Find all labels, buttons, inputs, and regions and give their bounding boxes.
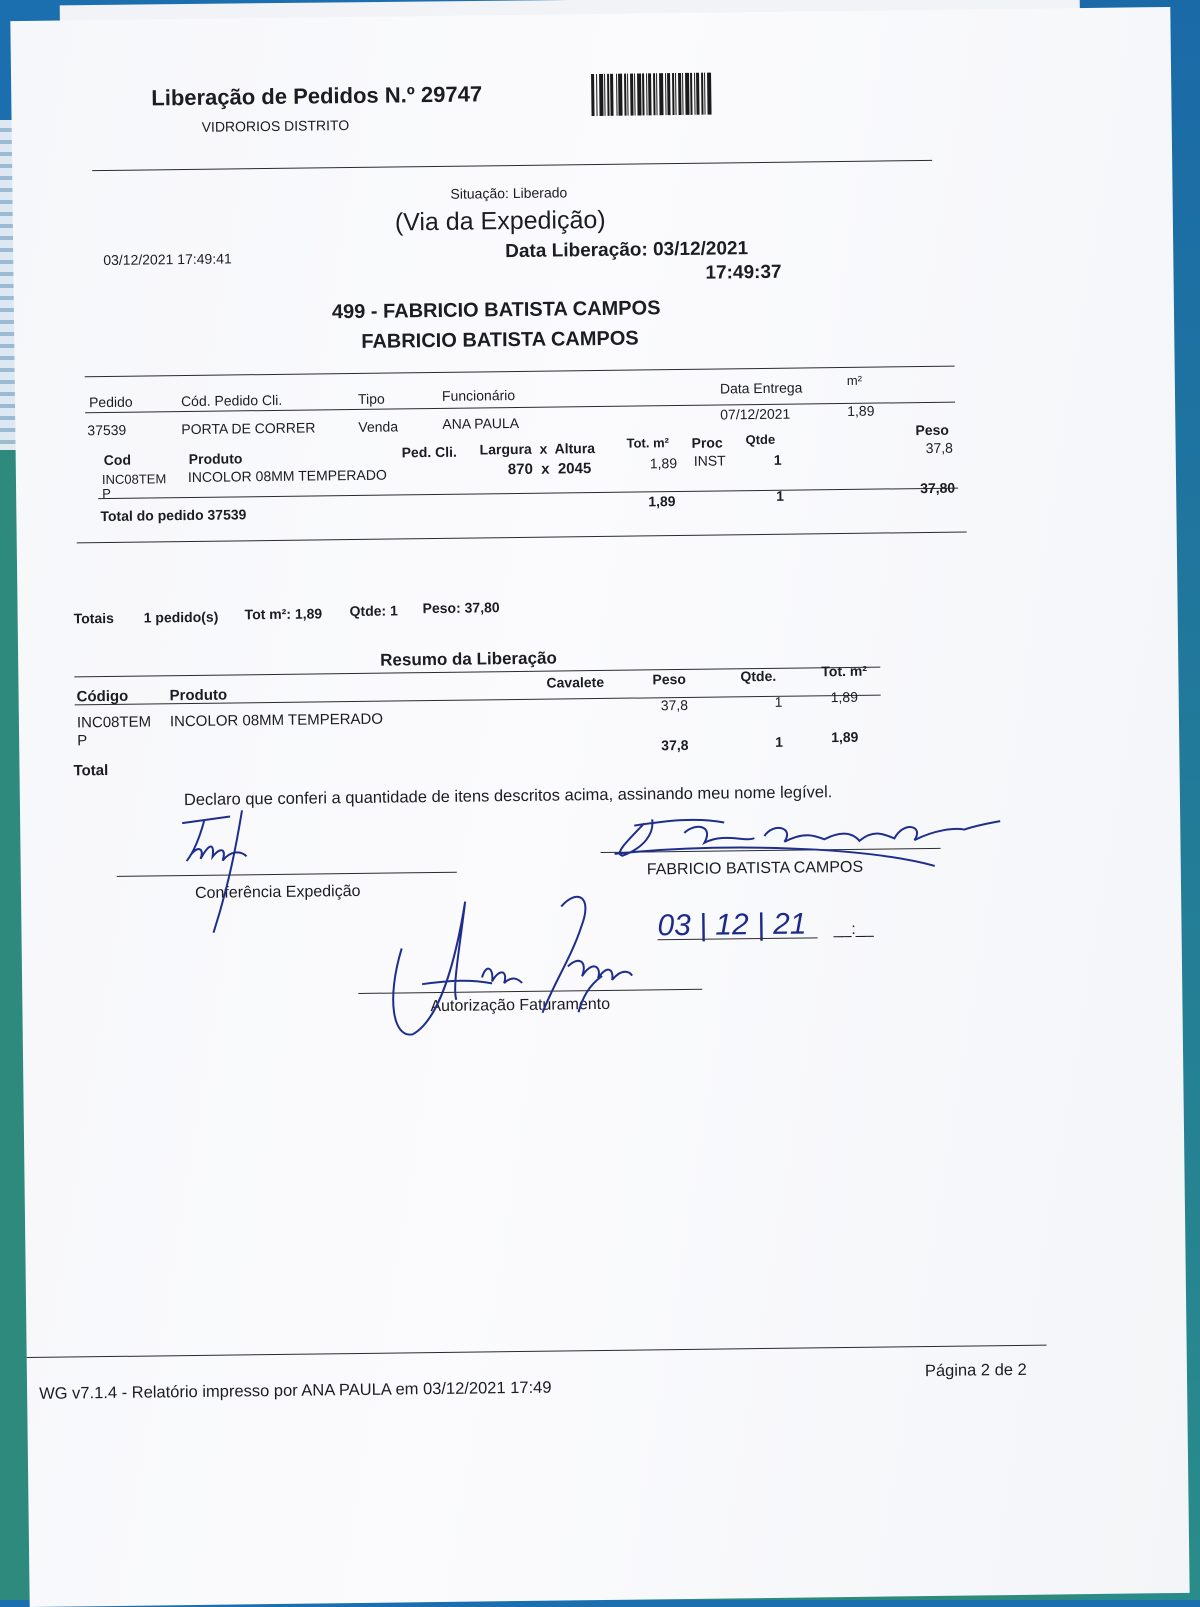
- col-tipo: Tipo: [357, 390, 385, 407]
- order-cod-pedido-cli: PORTA DE CORRER: [181, 419, 316, 438]
- item-col-cod: Cod: [103, 451, 132, 469]
- resumo-codigo: INC08TEM: [76, 713, 152, 732]
- order-total-label: Total do pedido 37539: [100, 506, 247, 525]
- barcode: [591, 73, 712, 116]
- order-m2: 1,89: [847, 402, 875, 419]
- item-proc: INST: [693, 452, 726, 469]
- client-name: FABRICIO BATISTA CAMPOS: [361, 327, 639, 353]
- client-signature-name: FABRICIO BATISTA CAMPOS: [646, 858, 864, 879]
- resumo-produto: INCOLOR 08MM TEMPERADO: [169, 710, 384, 731]
- resumo-col-peso: Peso: [652, 670, 687, 688]
- header-rule: [92, 160, 932, 171]
- item-col-peso: Peso: [915, 421, 949, 439]
- resumo-qtde: 1: [774, 693, 783, 710]
- footer-print-info: WG v7.1.4 - Relatório impresso por ANA PAULA em 03/12/2021 17:49: [39, 1378, 552, 1403]
- document-title: Liberação de Pedidos N.º 29747: [151, 81, 483, 111]
- resumo-total-qtde: 1: [775, 733, 784, 750]
- printed-timestamp: 03/12/2021 17:49:41: [103, 250, 232, 269]
- company-name: VIDRORIOS DISTRITO: [201, 117, 350, 135]
- item-produto: INCOLOR 08MM TEMPERADO: [187, 466, 387, 486]
- order-total-qtde: 1: [776, 487, 785, 504]
- col-data-entrega: Data Entrega: [719, 379, 803, 397]
- item-col-dims: Largura x Altura: [479, 440, 596, 458]
- order-total-peso: 37,80: [920, 479, 956, 497]
- document-page: [10, 7, 1189, 1607]
- col-funcionario: Funcionário: [441, 387, 516, 404]
- resumo-tot-m2: 1,89: [830, 688, 859, 706]
- item-tot-m2: 1,89: [649, 455, 678, 472]
- order-total-m2: 1,89: [648, 493, 676, 510]
- release-date: Data Liberação: 03/12/2021: [505, 238, 749, 263]
- resumo-peso: 37,8: [660, 696, 689, 714]
- resumo-total-m2: 1,89: [831, 728, 859, 746]
- item-peso: 37,8: [925, 439, 953, 456]
- order-data-entrega: 07/12/2021: [720, 405, 791, 423]
- footer-page-number: Página 2 de 2: [924, 1360, 1027, 1381]
- totals-pedidos: 1 pedido(s): [143, 608, 219, 626]
- client-signature: [604, 799, 1005, 884]
- autorizacao-signature: [381, 885, 663, 1048]
- conferencia-signature: [170, 804, 292, 945]
- footer-rule: [27, 1345, 1047, 1358]
- resumo-title: Resumo da Liberação: [380, 648, 557, 670]
- totals-label: Totais: [73, 609, 114, 627]
- item-qtde: 1: [773, 451, 782, 468]
- client-code-name: 499 - FABRICIO BATISTA CAMPOS: [331, 297, 661, 324]
- item-cod-cont: P: [102, 485, 111, 502]
- totals-m2: Tot m²: 1,89: [244, 605, 323, 623]
- item-col-ped-cli: Ped. Cli.: [401, 443, 457, 461]
- resumo-total-peso: 37,8: [661, 736, 689, 754]
- order-top-rule: [85, 366, 955, 378]
- item-col-produto: Produto: [188, 450, 243, 467]
- totals-qtde: Qtde: 1: [349, 602, 398, 620]
- situation-status: Situação: Liberado: [450, 184, 568, 202]
- time-blank: __:__: [833, 920, 874, 939]
- order-tipo: Venda: [358, 418, 399, 435]
- autorizacao-label: Autorização Faturamento: [430, 995, 611, 1016]
- col-cod-pedido-cli: Cód. Pedido Cli.: [180, 391, 283, 410]
- col-m2: m²: [846, 372, 863, 388]
- item-col-qtde: Qtde: [745, 431, 776, 448]
- order-funcionario: ANA PAULA: [442, 414, 520, 432]
- item-col-tot-m2: Tot. m²: [626, 435, 670, 451]
- copy-type: (Via da Expedição): [394, 205, 606, 237]
- item-col-proc: Proc: [691, 434, 723, 451]
- conferencia-label: Conferência Expedição: [194, 882, 361, 902]
- resumo-total-label: Total: [73, 762, 109, 780]
- resumo-col-cavalete: Cavalete: [546, 673, 605, 691]
- resumo-codigo-cont: P: [77, 732, 88, 750]
- resumo-col-produto: Produto: [169, 686, 228, 705]
- item-dims: 870 x 2045: [507, 460, 592, 479]
- order-pedido: 37539: [87, 421, 127, 439]
- release-time: 17:49:37: [705, 261, 782, 284]
- order-bottom-rule: [77, 531, 967, 543]
- declaration-text: Declaro que conferi a quantidade de itens descritos acima, assinando meu nome legível.: [183, 783, 833, 810]
- resumo-col-codigo: Código: [76, 687, 129, 706]
- item-cod: INC08TEM: [101, 471, 167, 488]
- totals-peso: Peso: 37,80: [422, 599, 500, 617]
- col-pedido: Pedido: [88, 393, 133, 411]
- handwritten-date: 03 | 12 | 21: [657, 907, 807, 943]
- resumo-col-qtde: Qtde.: [740, 667, 777, 685]
- resumo-col-tot-m2: Tot. m²: [821, 662, 868, 680]
